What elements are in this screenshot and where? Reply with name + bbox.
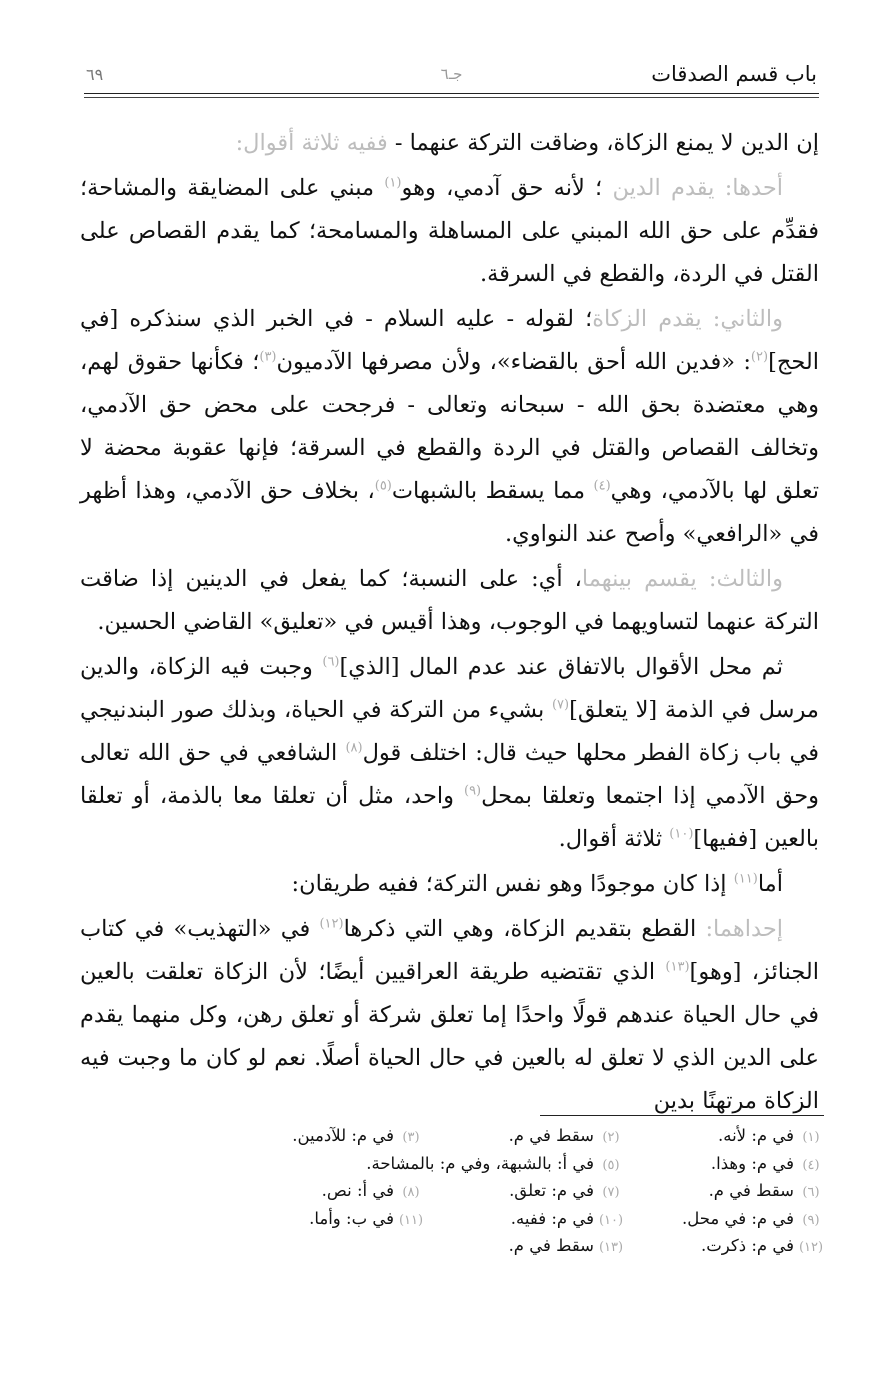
footnote: (١١)في ب: وأما. bbox=[309, 1208, 424, 1228]
page-number: ٦٩ bbox=[86, 64, 104, 84]
chapter-title: باب قسم الصدقات bbox=[651, 62, 817, 86]
footnote: (١٣)سقط في م. bbox=[508, 1236, 624, 1255]
header-rule-thin bbox=[84, 97, 819, 98]
footnote-ref: (٧) bbox=[551, 697, 570, 713]
footnote-row bbox=[200, 1150, 828, 1178]
paragraph-3: والثاني: يقدم الزكاة؛ لقوله - عليه السلام - في الخبر الذي سنذكره [في الحج]$^{(٢)}$: «فدين الله أحق بالقضاء»، ولأن مصرفها الآدميون$^{(٣)}$؛ فكأنها حقوق لهم، وهي معتضدة بحق الله - سبحانه وتعالى - فرجحت على محض حق الآدمي، وتخالف القصاص والقتل في الردة والقطع في السرقة؛ فإنها عقوبة محضة لا تعلق لها بالآدمي، وهي$^{(٤)}$ مما يسقط بالشبهات$^{(٥)}$، بخلاف حق الآدمي، وهذا أظهر في «الرافعي» وأصح عند النواوي. bbox=[80, 306, 819, 547]
paragraph-4: والثالث: يقسم بينهما، أي: على النسبة؛ كما يفعل في الدينين إذا ضاقت التركة عنهما لتساويهما في الوجوب، وهذا أقيس في «تعليق» القاضي الحسين. bbox=[80, 566, 819, 635]
footnotes bbox=[200, 1122, 828, 1260]
footnote: (٤)في م: وهذا. bbox=[710, 1153, 820, 1173]
footnote-ref: (٨) bbox=[345, 740, 363, 756]
footnote-ref: (٥) bbox=[374, 478, 392, 494]
paragraph-1: إن الدين لا يمنع الزكاة، وضاقت التركة عنهما - ففيه ثلاثة أقوال: bbox=[235, 130, 819, 156]
paragraph-5: ثم محل الأقوال بالاتفاق عند عدم المال [الذي]$^{(٦)}$ وجبت فيه الزكاة، والدين مرسل في الذمة [لا يتعلق]$^{(٧)}$ بشيء من التركة في الحياة، وبذلك صور البندنيجي في باب زكاة الفطر محلها حيث قال: اختلف قول$^{(٨)}$ الشافعي في حق الله تعالى وحق الآدمي إذا اجتمعا وتعلقا بمحل$^{(٩)}$ واحد، مثل أن تعلقا معا بالذمة، أو تعلقا بالعين [ففيها]$^{(١٠)}$ ثلاثة أقوال. bbox=[80, 654, 820, 852]
running-header bbox=[86, 58, 817, 90]
footnote-row bbox=[200, 1177, 828, 1205]
footnote-row bbox=[200, 1122, 828, 1150]
footnote-ref: (١) bbox=[384, 175, 402, 191]
footnote: (٧)في م: تعلق. bbox=[509, 1181, 620, 1200]
footnote-ref: (٢) bbox=[750, 349, 769, 365]
main-text bbox=[80, 122, 819, 1123]
footnote-ref: (١٣) bbox=[665, 959, 690, 975]
paragraph-7: إحداهما: القطع بتقديم الزكاة، وهي التي ذكرها$^{(١٢)}$ في «التهذيب» في كتاب الجنائز، [وهو]$^{(١٣)}$ الذي تقتضيه طريقة العراقيين أيضًا؛ لأن الزكاة تعلقت بالعين في حال الحياة عندهم قولًا واحدًا إما تعلق شركة أو تعلق رهن، وكل منهما يقدم على الدين الذي لا تعلق له بالعين في حال الحياة أصلًا. نعم لو كان ما وجبت فيه الزكاة مرتهنًا بدين bbox=[80, 916, 819, 1114]
footnote: (٩)في م: في محل. bbox=[681, 1208, 820, 1228]
footnote-ref: (١٠) bbox=[669, 826, 694, 842]
footnote-row bbox=[200, 1232, 828, 1260]
footnote: (١)في م: لأنه. bbox=[718, 1126, 820, 1145]
footnote: (٦)سقط في م. bbox=[708, 1181, 820, 1200]
faded-lead: والثالث: يقسم بينهما bbox=[581, 566, 784, 592]
faded-lead: والثاني: يقدم الزكاة bbox=[592, 306, 783, 332]
footnote-ref: (٣) bbox=[259, 349, 277, 365]
footnote: (٣)في م: للآدمين. bbox=[292, 1126, 420, 1145]
footnote-ref: (٤) bbox=[593, 478, 611, 494]
faded-lead: أحدها: يقدم الدين bbox=[612, 175, 783, 201]
footnote-row bbox=[200, 1205, 828, 1233]
faded-lead: إحداهما: bbox=[705, 916, 783, 942]
footnote-ref: (٩) bbox=[463, 783, 482, 799]
footnote-ref: (١٢) bbox=[319, 916, 344, 932]
paragraph-2: أحدها: يقدم الدين ؛ لأنه حق آدمي، وهو$^{(١)}$ مبني على المضايقة والمشاحة؛ فقدِّم على حق الله المبني على المساهلة والمسامحة؛ كما يقدم القصاص على القتل في الردة، والقطع في السرقة. bbox=[80, 175, 819, 287]
header-rule bbox=[84, 93, 819, 94]
volume-mark: جـ٦ bbox=[440, 65, 463, 83]
faded-heading: ففيه ثلاثة أقوال: bbox=[235, 130, 388, 156]
footnote: (١٠)في م: ففيه. bbox=[510, 1208, 624, 1228]
footnote: (١٢)في م: ذكرت. bbox=[701, 1236, 824, 1255]
footnote-rule bbox=[540, 1115, 824, 1116]
footnote: (٢)سقط في م. bbox=[508, 1126, 620, 1145]
footnote-ref: (١١) bbox=[733, 871, 758, 887]
footnote: (٥)في أ: بالشبهة، وفي م: بالمشاحة. bbox=[366, 1153, 620, 1173]
footnote: (٨)في أ: نص. bbox=[321, 1181, 420, 1200]
paragraph-6: أما$^{(١١)}$ إذا كان موجودًا وهو نفس التركة؛ ففيه طريقان: bbox=[291, 871, 783, 897]
footnote-ref: (٦) bbox=[322, 654, 340, 670]
